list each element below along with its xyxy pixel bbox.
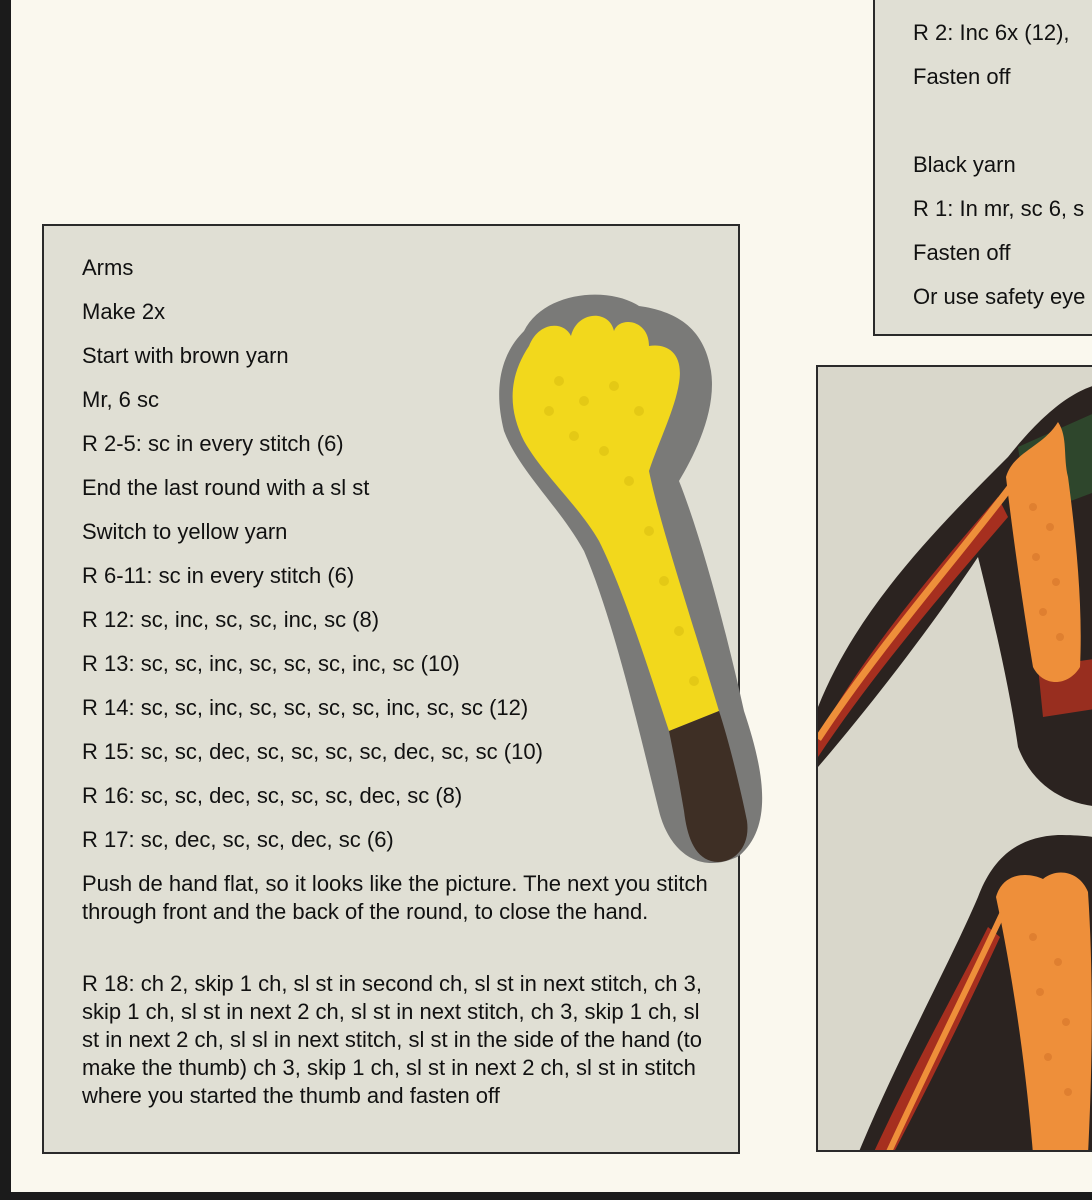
instruction-line: Black yarn <box>913 152 1016 177</box>
doll-body-photo-box <box>816 365 1092 1152</box>
eye-instructions-box <box>873 0 1092 336</box>
instruction-line: R 17: sc, dec, sc, sc, dec, sc (6) <box>82 827 394 852</box>
left-edge-bar <box>0 0 11 1200</box>
instruction-line: End the last round with a sl st <box>82 475 370 500</box>
doll-body-photo <box>818 367 1092 1152</box>
crochet-arm-photo <box>489 291 789 871</box>
instruction-paragraph: R 18: ch 2, skip 1 ch, sl st in second ch, sl st in next stitch, ch 3, skip 1 ch, sl st in next 2 ch, sl st in next stitch, ch 3, skip 1 ch, sl st in next 2 ch, sl sl in next stitch, sl st in the side of the hand (to make the thumb) ch 3, skip 1 ch, sl st in next 2 ch, sl st in stitch where you started the thumb and fasten off <box>82 971 702 1108</box>
instruction-line: Fasten off <box>913 240 1011 265</box>
instruction-line: R 16: sc, sc, dec, sc, sc, sc, dec, sc (8) <box>82 783 463 808</box>
instruction-line: R 13: sc, sc, inc, sc, sc, sc, inc, sc (10) <box>82 651 460 676</box>
instruction-line: Start with brown yarn <box>82 343 289 368</box>
instruction-line: Fasten off <box>913 64 1011 89</box>
instruction-paragraph: Push de hand flat, so it looks like the picture. The next you stitch through front and the back of the round, to close the hand. <box>82 871 708 924</box>
instruction-line: Make 2x <box>82 299 166 324</box>
instruction-line: Or use safety eye <box>913 284 1086 309</box>
arms-instructions-box <box>42 224 740 1154</box>
instruction-line: R 6-11: sc in every stitch (6) <box>82 563 355 588</box>
bottom-edge-bar <box>0 1192 1092 1200</box>
instruction-line: R 2-5: sc in every stitch (6) <box>82 431 344 456</box>
instruction-line: R 12: sc, inc, sc, sc, inc, sc (8) <box>82 607 380 632</box>
instruction-line: R 14: sc, sc, inc, sc, sc, sc, sc, inc, sc, sc (12) <box>82 695 529 720</box>
instruction-line: R 2: Inc 6x (12), <box>913 20 1070 45</box>
instruction-line: R 1: In mr, sc 6, s <box>913 196 1085 221</box>
section-title: Arms <box>82 255 134 280</box>
instruction-line: R 15: sc, sc, dec, sc, sc, sc, sc, dec, sc, sc (10) <box>82 739 543 764</box>
instruction-line: Mr, 6 sc <box>82 387 160 412</box>
instruction-line: Switch to yellow yarn <box>82 519 288 544</box>
